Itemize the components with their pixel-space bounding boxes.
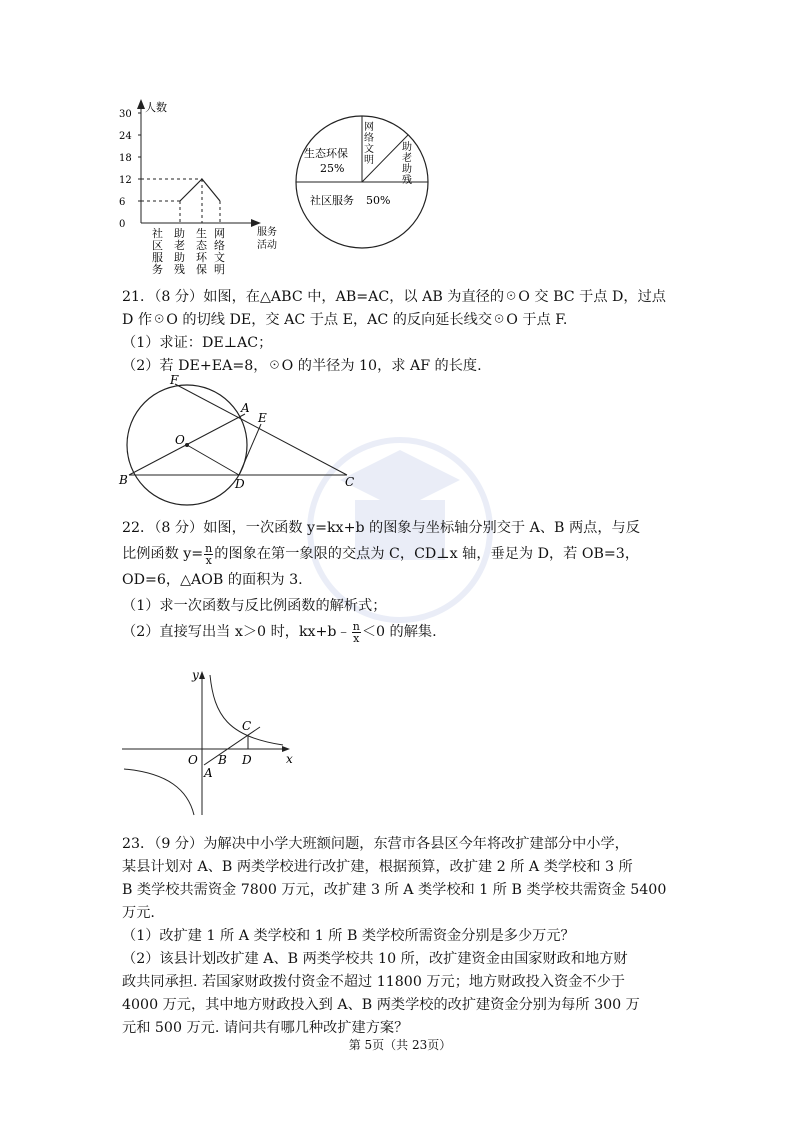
x-category-char: 区 xyxy=(152,239,163,252)
q23-part2-line2: 政共同承担. 若国家财政拨付资金不超过 11800 万元；地方财政投入资金不少于 xyxy=(122,974,625,990)
label-o: O xyxy=(188,753,198,767)
y-tick-label: 0 xyxy=(119,219,126,230)
fraction-numerator-2: n xyxy=(352,619,360,633)
q21-part2: （2）若 DE+EA=8，☉O 的半径为 10，求 AF 的长度. xyxy=(122,358,482,374)
x-category-char: 络 xyxy=(214,239,225,252)
point-o xyxy=(185,443,189,447)
label-y: y xyxy=(192,668,199,682)
q22-line2 xyxy=(122,541,682,567)
fraction-n-over-x-2 xyxy=(352,621,361,644)
q23-line2: 某县计划对 A、B 两类学校进行改扩建，根据预算，改扩建 2 所 A 类学校和 3 所 xyxy=(122,859,633,875)
x-category-char: 态 xyxy=(196,239,207,252)
q22-line2-pre: 比例函数 y= xyxy=(122,546,204,562)
y-axis-arrow-icon xyxy=(137,99,145,109)
hyperbola-q1 xyxy=(210,675,283,745)
q22-figure xyxy=(118,665,298,820)
question-22 xyxy=(122,515,682,645)
fraction-denominator-2: x xyxy=(353,631,360,645)
y-axis-arrow-icon xyxy=(199,671,205,679)
q22-part2-pre: （2）直接写出当 x＞0 时，kx+b﹣ xyxy=(122,624,351,640)
x-category-char: 明 xyxy=(214,263,225,276)
series-line xyxy=(180,179,220,201)
q23-part1: （1）改扩建 1 所 A 类学校和 1 所 B 类学校所需资金分别是多少万元？ xyxy=(122,928,575,944)
label-b: B xyxy=(218,753,227,767)
q23-line3: B 类学校共需资金 7800 万元，改扩建 3 所 A 类学校和 1 所 B 类学校共需资金 5400 xyxy=(122,882,667,898)
pie-label-net: 网络文明 xyxy=(364,122,374,166)
y-tick-label: 24 xyxy=(119,131,132,142)
y-tick-label: 12 xyxy=(119,175,132,186)
q21-line1: 21．（8 分）如图，在△ABC 中，AB=AC，以 AB 为直径的☉O 交 BC 于点 D，过点 xyxy=(122,289,666,305)
page-footer: 第 5页（共 23页） xyxy=(348,1038,452,1052)
label-x: x xyxy=(286,752,293,766)
label-d: D xyxy=(235,477,245,491)
pie-pct-env: 25% xyxy=(320,162,345,175)
question-23 xyxy=(122,833,682,1040)
x-category-char: 环 xyxy=(196,251,207,264)
q22-line2-post: 的图象在第一象限的交点为 C，CD⊥x 轴，垂足为 D，若 OB=3， xyxy=(214,546,640,562)
y-tick-label: 30 xyxy=(119,109,132,120)
x-category-char: 务 xyxy=(152,263,163,276)
x-categories xyxy=(152,226,225,276)
segment-fc xyxy=(175,384,347,475)
line-chart xyxy=(115,95,285,280)
x-axis-label-line2: 活动 xyxy=(257,240,277,251)
label-d: D xyxy=(242,753,252,767)
x-category-char: 残 xyxy=(174,263,185,276)
label-e: E xyxy=(258,411,267,425)
x-category-char: 网 xyxy=(214,227,225,240)
y-ticks xyxy=(119,109,141,230)
pie-label-env: 生态环保 xyxy=(304,147,348,160)
label-c: C xyxy=(345,475,355,489)
fraction-numerator: n xyxy=(205,541,213,555)
question-21 xyxy=(122,286,682,378)
q22-part1: （1）求一次函数与反比例函数的解析式； xyxy=(122,598,387,614)
label-b: B xyxy=(119,473,128,487)
y-tick-label: 6 xyxy=(119,197,126,208)
label-o: O xyxy=(175,433,185,447)
q23-line1: 23．（9 分）为解决中小学大班额问题，东营市各县区今年将改扩建部分中小学， xyxy=(122,836,629,852)
label-c: C xyxy=(242,719,252,733)
q22-line3: OD=6，△AOB 的面积为 3. xyxy=(122,572,303,588)
q21-figure xyxy=(115,372,365,507)
x-category-char: 生 xyxy=(196,227,207,240)
x-category-char: 助 xyxy=(174,251,185,264)
label-a: A xyxy=(241,401,250,415)
pie-label-community: 社区服务 xyxy=(310,194,354,207)
pie-chart xyxy=(290,110,435,255)
x-category-char: 保 xyxy=(196,263,207,276)
label-f: F xyxy=(170,373,179,387)
fraction-denominator: x xyxy=(205,553,212,567)
pie-pct-community: 50% xyxy=(366,194,391,207)
q23-part2-line3: 4000 万元，其中地方财政投入到 A、B 两类学校的改扩建资金分别为每所 300 万 xyxy=(122,997,640,1013)
x-category-char: 文 xyxy=(214,251,225,264)
x-category-char: 老 xyxy=(174,239,185,252)
q22-part2-post: ＜0 的解集. xyxy=(361,624,437,640)
q23-part2-line4: 元和 500 万元. 请问共有哪几种改扩建方案？ xyxy=(122,1020,409,1036)
q21-part1: （1）求证：DE⊥AC； xyxy=(122,335,273,351)
x-axis-arrow-icon xyxy=(251,219,261,227)
hyperbola-q3 xyxy=(124,769,194,815)
x-category-char: 服 xyxy=(152,251,163,264)
pie-label-elder: 助老助残 xyxy=(402,142,412,186)
fraction-n-over-x xyxy=(204,543,213,566)
q23-line4: 万元. xyxy=(122,905,155,921)
q21-line2: D 作☉O 的切线 DE，交 AC 于点 E，AC 的反向延长线交☉O 于点 F. xyxy=(122,312,568,328)
q22-line1: 22．（8 分）如图，一次函数 y=kx+b 的图象与坐标轴分别交于 A、B 两点，与反 xyxy=(122,520,640,536)
q23-part2-line1: （2）该县计划改扩建 A、B 两类学校共 10 所，改扩建资金由国家财政和地方财 xyxy=(122,951,628,967)
label-a: A xyxy=(204,766,213,780)
y-tick-label: 18 xyxy=(119,153,132,164)
segment-de xyxy=(239,424,261,475)
q22-part2 xyxy=(122,619,682,645)
segment-od xyxy=(187,445,239,475)
x-axis-label-line1: 服务 xyxy=(257,227,277,238)
x-category-char: 社 xyxy=(152,227,163,240)
y-axis-label: 人数 xyxy=(145,101,167,114)
x-category-char: 助 xyxy=(174,227,185,240)
